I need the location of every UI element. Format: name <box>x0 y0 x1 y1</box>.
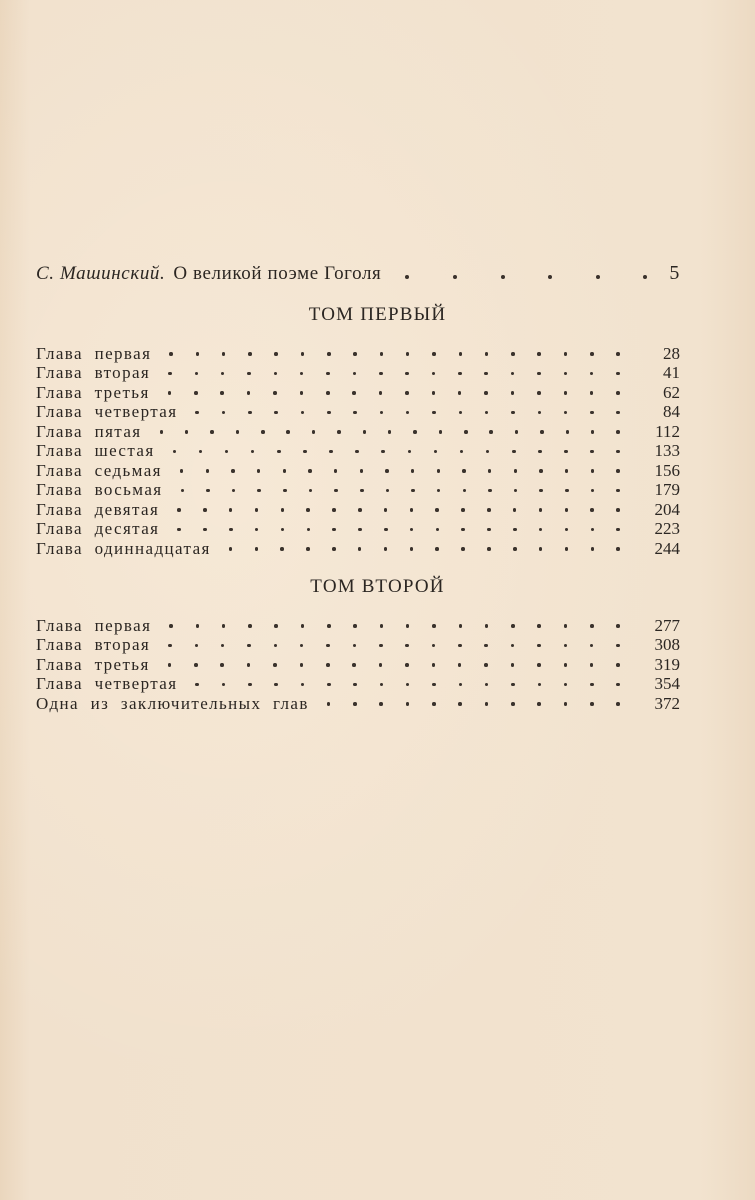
intro-author: С. Машинский. <box>36 263 166 284</box>
dot-leader <box>187 683 636 687</box>
dot-leader <box>172 469 636 473</box>
toc-entry <box>36 344 680 364</box>
toc-entry-title: Глава третья <box>36 382 150 402</box>
toc-entry-page: 62 <box>663 382 680 402</box>
toc-entry-page: 308 <box>654 635 680 655</box>
toc-entry-page: 156 <box>654 460 680 480</box>
toc-entry-title: Глава девятая <box>36 499 160 519</box>
toc-entry-page: 354 <box>654 674 680 694</box>
volume-2-toc <box>36 616 680 714</box>
dot-leader <box>152 430 637 434</box>
toc-intro-entry <box>36 262 680 292</box>
toc-entry-page: 204 <box>654 499 680 519</box>
toc-entry-title: Глава четвертая <box>36 402 178 422</box>
intro-title: О великой поэме Гоголя <box>173 263 382 284</box>
toc-entry-page: 319 <box>654 654 680 674</box>
dot-leader <box>173 489 636 493</box>
dot-leader <box>319 702 636 706</box>
toc-entry-page: 244 <box>654 538 680 558</box>
dot-leader <box>221 547 636 551</box>
toc-entry <box>36 539 680 559</box>
dot-leader <box>161 352 636 356</box>
toc-entry-page: 133 <box>654 441 680 461</box>
dot-leader <box>387 275 659 279</box>
dot-leader <box>165 450 636 454</box>
toc-entry-page: 84 <box>663 402 680 422</box>
toc-entry-title: Глава вторая <box>36 635 151 655</box>
dot-leader <box>160 391 636 395</box>
dot-leader <box>161 624 636 628</box>
toc-entry-title: Одна из заключительных глав <box>36 693 309 713</box>
toc-entry-title: Глава вторая <box>36 363 151 383</box>
toc-entry <box>36 461 680 481</box>
toc-entry-page: 179 <box>654 480 680 500</box>
toc-entry <box>36 655 680 675</box>
toc-entry-page: 41 <box>663 363 680 383</box>
toc-entry-title: Глава восьмая <box>36 480 163 500</box>
dot-leader <box>169 508 636 512</box>
dot-leader <box>160 663 636 667</box>
toc-entry <box>36 364 680 384</box>
toc-entry-page: 372 <box>654 693 680 713</box>
volume-1-heading: ТОМ ПЕРВЫЙ <box>308 304 447 325</box>
toc-entry <box>36 383 680 403</box>
volume-1-toc <box>36 344 680 559</box>
toc-entry-title: Глава пятая <box>36 421 142 441</box>
toc-entry <box>36 636 680 656</box>
toc-entry <box>36 442 680 462</box>
toc-entry <box>36 694 680 714</box>
toc-entry-page: 223 <box>654 519 680 539</box>
toc-entry-title: Глава первая <box>36 343 152 363</box>
dot-leader <box>160 372 636 376</box>
toc-entry <box>36 616 680 636</box>
toc-entry <box>36 520 680 540</box>
dot-leader <box>169 528 636 532</box>
dot-leader <box>187 411 636 415</box>
toc-entry-page: 277 <box>654 615 680 635</box>
toc-entry <box>36 481 680 501</box>
toc-entry-page: 112 <box>655 421 680 441</box>
toc-entry <box>36 422 680 442</box>
toc-entry-title: Глава седьмая <box>36 460 162 480</box>
volume-2-heading: ТОМ ВТОРОЙ <box>310 576 445 597</box>
toc-entry-title: Глава одиннадцатая <box>36 538 211 558</box>
toc-entry <box>36 500 680 520</box>
intro-page-number: 5 <box>669 262 680 284</box>
toc-entry-title: Глава третья <box>36 654 150 674</box>
toc-entry-title: Глава первая <box>36 615 152 635</box>
toc-entry <box>36 403 680 423</box>
toc-entry-title: Глава шестая <box>36 441 155 461</box>
toc-entry <box>36 675 680 695</box>
toc-entry-page: 28 <box>663 343 680 363</box>
toc-entry-title: Глава десятая <box>36 519 160 539</box>
dot-leader <box>160 644 636 648</box>
toc-entry-title: Глава четвертая <box>36 674 178 694</box>
